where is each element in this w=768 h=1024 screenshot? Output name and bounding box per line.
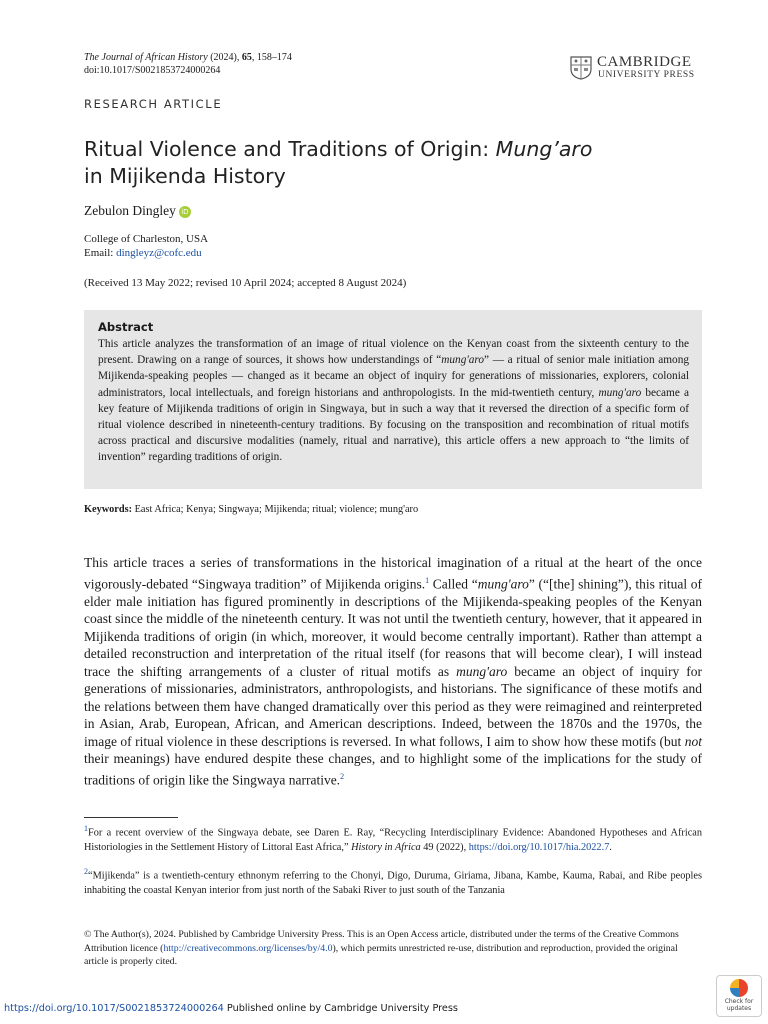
footer-doi-link[interactable]: https://doi.org/10.1017/S0021853724000264 — [4, 1003, 224, 1014]
institution: College of Charleston, USA — [84, 233, 209, 245]
shield-icon — [570, 56, 592, 80]
page-footer: https://doi.org/10.1017/S0021853724000264 Published online by Cambridge University Press — [4, 1003, 458, 1014]
journal-doi: doi:10.1017/S0021853724000264 — [84, 65, 221, 76]
email-link[interactable]: dingleyz@cofc.edu — [116, 247, 202, 259]
journal-citation: The Journal of African History (2024), 65, 158–174 doi:10.1017/S0021853724000264 — [84, 52, 292, 76]
body-paragraph: This article traces a series of transformations in the historical imagination of a ritual at the heart of the once vigorously-debated “Singwaya tradition” of Mijikenda origins.$^1$ Called “mung'aro” (“[the] shining”), this ritual of elder male initiation has figured prominently in descriptions of the Mijikenda-speaking peoples of the Kenyan coast since the middle of the nineteenth century. It was not until the twentieth century, however, that it appeared in Mijikenda traditions of origin (in which, moreover, it would become centrally important). Rather than attempt a detailed reconstruction and interpretation of the ritual itself (for reasons that will become clear), I will instead trace the shifting arrangements of a cluster of ritual motifs as mung'aro became an object of inquiry for generations of missionaries, administrators, anthropologists, and historians. The significance of these motifs and the relations between them have changed dramatically over this period as they were reimagined and reinterpreted in Asian, Arab, European, African, and American descriptions. Indeed, between the 1870s and the 1970s, the image of ritual violence in these descriptions is reversed. In what follows, I aim to show how these motifs (but not their meanings) have endured despite these changes, and to highlight some of the implications for the study of traditions of origin like the Singwaya narrative.$^2$ — [84, 555, 702, 787]
abstract-box — [84, 310, 702, 489]
article-type: RESEARCH ARTICLE — [84, 97, 223, 111]
cambridge-logo — [570, 54, 705, 82]
license-link[interactable]: http://creativecommons.org/licenses/by/4.0 — [163, 942, 333, 954]
author — [84, 203, 191, 219]
footnote-2: $^2$“Mijikenda” is a twentieth-century ethnonym referring to the Chonyi, Digo, Duruma, Giriama, Jibana, Kambe, Kauma, Rabai, and Ribe peoples inhabiting the coastal Kenyan interior from just north of the Sabaki River to just south of the Tanzania — [84, 867, 702, 896]
journal-name: The Journal of African History — [84, 52, 208, 63]
abstract-text: This article analyzes the transformation of an image of ritual violence on the Kenyan coast from the sixteenth century to the present. Drawing on a range of sources, it shows how understandings of “mung'aro” — a ritual of senior male initiation among Mijikenda-speaking peoples — changed as it became an object of inquiry for generations of missionaries, explorers, colonial administrators, local intellectuals, and foreign historians and anthropologists. In the mid-twentieth century, mung'aro became a key feature of Mijikenda traditions of origin in Singwaya, but in such a way that it reversed the direction of a specific form of ritual violence described in nineteenth-century traditions. By focusing on the transposition and recombination of ritual motifs across practical and discursive modalities (namely, ritual and narrative), this article offers a new approach to “the limits of invention” regarding traditions of origin. — [98, 338, 689, 464]
footnote-divider — [84, 817, 178, 818]
publisher-subname: UNIVERSITY PRESS — [598, 70, 695, 80]
footnote-ref-2[interactable]: 2 — [340, 771, 345, 781]
abstract-heading: Abstract — [98, 320, 154, 334]
footnote-1: $^1$For a recent overview of the Singwaya debate, see Daren E. Ray, “Recycling Interdisciplinary Evidence: Abandoned Hypotheses and African Historiologies in the Settlement History of Littoral East Africa,” History in Africa 49 (2022), https://doi.org/10.1017/hia.2022.7. — [84, 824, 702, 853]
keywords — [84, 504, 418, 515]
footnote-ref-1[interactable]: 1 — [425, 575, 430, 585]
publisher-name: CAMBRIDGE — [597, 54, 692, 70]
journal-volume: 65 — [241, 52, 252, 63]
updates-icon — [730, 979, 748, 997]
received-dates: (Received 13 May 2022; revised 10 April 2024; accepted 8 August 2024) — [84, 277, 407, 289]
affiliation: College of Charleston, USA Email: dingleyz@cofc.edu — [84, 233, 209, 259]
footnote-1-link[interactable]: https://doi.org/10.1017/hia.2022.7 — [468, 841, 610, 853]
orcid-icon[interactable]: iD — [179, 206, 191, 218]
copyright-notice: © The Author(s), 2024. Published by Cambridge University Press. This is an Open Access article, distributed under the terms of the Creative Commons Attribution licence (http://creativecommons.org/licenses/by/4.0), which permits unrestricted re-use, distribution and reproduction, provided the original article is properly cited. — [84, 929, 679, 967]
article-title: Ritual Violence and Traditions of Origin: Mung’aro in Mijikenda History — [84, 137, 593, 188]
keywords-list: East Africa; Kenya; Singwaya; Mijikenda; ritual; violence; mung'aro — [132, 504, 419, 515]
check-for-updates-button[interactable]: Check for updates — [716, 975, 762, 1017]
keywords-label: Keywords: — [84, 504, 133, 515]
author-name: Zebulon Dingley — [84, 203, 176, 218]
